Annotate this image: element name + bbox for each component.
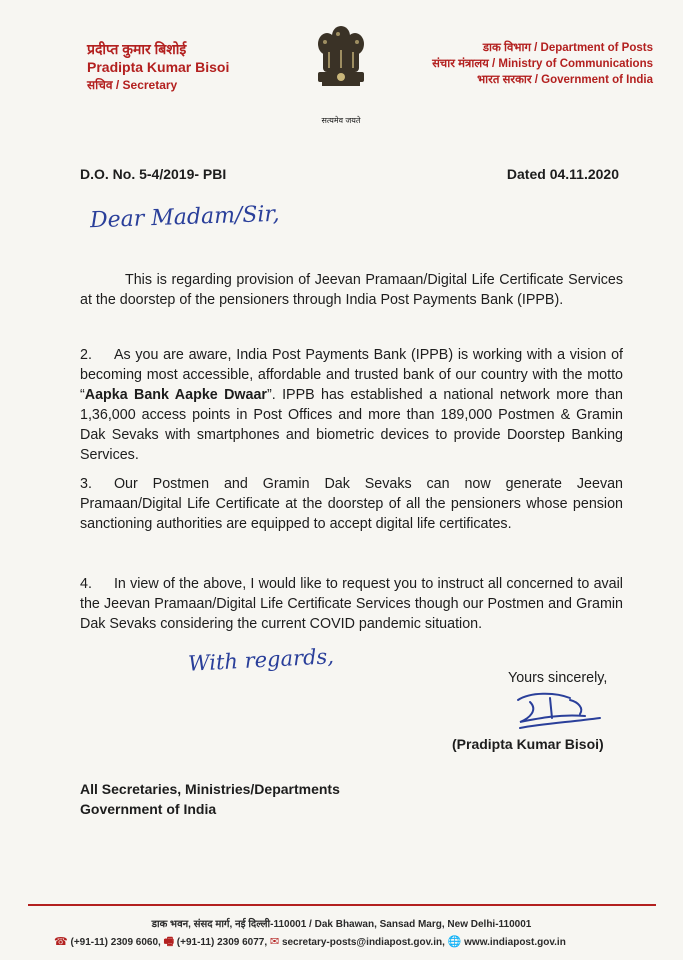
government-line: भारत सरकार / Government of India [477,74,653,86]
globe-icon: 🌐 [447,936,462,948]
sender-name-hindi: प्रदीप्त कुमार बिशोई [87,41,187,57]
footer-contacts [54,933,566,952]
sender-designation: सचिव / Secretary [87,78,178,92]
ministry-line: संचार मंत्रालय / Ministry of Communications [432,58,653,70]
email-icon: ✉ [269,936,280,948]
handwritten-regards: With regards, [187,644,335,676]
footer-fax: (+91-11) 2309 6077, [176,937,268,948]
sender-name-english: Pradipta Kumar Bisoi [87,59,230,75]
signature-icon [500,688,610,738]
paragraph-1-text: This is regarding provision of Jeevan Pramaan/Digital Life Certificate Services at the doorstep of the pensioners through India Post Payments Bank (IPPB). [80,272,623,308]
paragraph-2-text-b: ”. IPPB has established a national network more than 1,36,000 access points in Post Offices and more than 189,000 Postmen & Gramin Dak Sevaks with smartphones and biometric devices to provide Doorstep Banking Services. [80,387,623,463]
paragraph-3 [80,474,623,534]
sender-block [87,40,229,94]
footer-phone: (+91-11) 2309 6060, [70,937,161,948]
letter-date: Dated 04.11.2020 [506,166,619,182]
handwritten-salutation: Dear Madam/Sir, [89,201,280,234]
closing-phrase: Yours sincerely, [508,670,608,686]
footer-divider [28,904,656,906]
emblem-motto: सत्यमेव जयते [321,116,361,125]
department-block [432,40,653,88]
addressee-block [80,779,340,819]
paragraph-2-text-a: As you are aware, India Post Payments Bank (IPPB) is working with a vision of becoming most accessible, affordable and trusted bank of our country with the motto “ [80,347,623,403]
addressee-line-2: Government of India [80,801,217,817]
paragraph-3-text: Our Postmen and Gramin Dak Sevaks can now generate Jeevan Pramaan/Digital Life Certificate at the doorstep of all the pensioners whose pension sanctioning authorities are equipped to accept digital life certificates. [80,476,623,532]
footer-email[interactable]: secretary-posts@indiapost.gov.in, [281,937,445,948]
paragraph-3-number: 3. [80,476,92,492]
department-line: डाक विभाग / Department of Posts [482,42,653,54]
paragraph-1 [80,270,623,310]
phone-icon: ☎ [54,936,68,948]
addressee-line-1: All Secretaries, Ministries/Departments [80,781,340,797]
ippb-motto: Aapka Bank Aapke Dwaar [84,387,267,403]
footer-website[interactable]: www.indiapost.gov.in [464,937,566,948]
paragraph-4-text: In view of the above, I would like to request you to instruct all concerned to avail the Jeevan Pramaan/Digital Life Certificate Services though our Postmen and Gramin Dak Sevaks considering the current COVID pandemic situation. [80,576,623,632]
paragraph-2 [80,345,623,465]
reference-number: D.O. No. 5-4/2019- PBI [80,166,227,182]
reference-line [80,166,619,182]
national-emblem [310,22,372,132]
fax-icon: 🖷 [163,936,175,948]
paragraph-4-number: 4. [80,576,92,592]
footer-address: डाक भवन, संसद मार्ग, नई दिल्ली-110001 / Dak Bhawan, Sansad Marg, New Delhi-110001 [151,919,532,930]
paragraph-2-number: 2. [80,347,92,363]
signatory-name: (Pradipta Kumar Bisoi) [452,736,604,752]
paragraph-4 [80,574,623,634]
lion-capital-emblem-icon [310,22,372,117]
